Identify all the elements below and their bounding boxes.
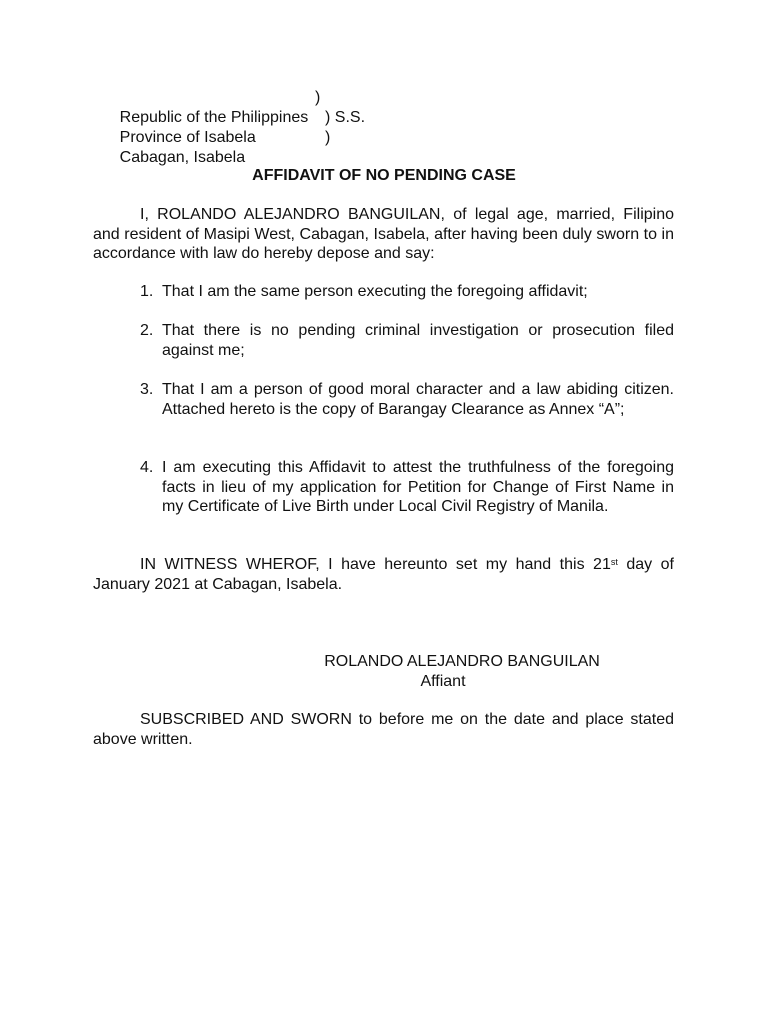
venue-line-municipality (93, 128, 331, 166)
venue-line-province (93, 108, 366, 146)
list-item (140, 458, 674, 517)
list-item-text: That I am the same person executing the foregoing affidavit; (162, 283, 588, 300)
list-item-number: 3. (140, 381, 154, 398)
jurat-paragraph: SUBSCRIBED AND SWORN to before me on the date and place stated above written. (93, 711, 674, 748)
venue-ss-mark: ) S.S. (325, 109, 366, 126)
venue-province: Province of Isabela (119, 129, 256, 146)
document-title: AFFIDAVIT OF NO PENDING CASE (252, 167, 516, 184)
witness-text-start: IN WITNESS WHEROF, I have hereunto set my hand this 21 (140, 556, 611, 573)
venue-municipality: Cabagan, Isabela (119, 149, 246, 166)
venue-block (93, 88, 366, 166)
list-item-text: I am executing this Affidavit to attest the truthfulness of the foregoing facts in lieu of my application for Petition for Change of First Name in my Certificate of Live Birth under Local Civil Registry of Manila. (162, 459, 674, 515)
affiant-label: Affiant (420, 673, 466, 690)
venue-bracket: ) (315, 89, 321, 106)
witness-paragraph (93, 555, 674, 594)
ordinal-suffix: st (610, 557, 618, 567)
list-item (140, 282, 674, 302)
venue-line-country (93, 88, 321, 126)
list-item-text: That there is no pending criminal investigation or prosecution filed against me; (162, 322, 674, 359)
witness-text-end: day of January 2021 at Cabagan, Isabela. (93, 556, 674, 593)
list-item (140, 380, 674, 419)
venue-bracket: ) (325, 129, 331, 146)
list-item-number: 1. (140, 283, 154, 300)
venue-country: Republic of the Philippines (119, 109, 309, 126)
list-item-text: That I am a person of good moral character and a law abiding citizen. Attached hereto is the copy of Barangay Clearance as Annex “A”; (162, 381, 674, 418)
affiant-name: ROLANDO ALEJANDRO BANGUILAN (324, 653, 600, 670)
list-item-number: 4. (140, 459, 154, 476)
intro-paragraph: I, ROLANDO ALEJANDRO BANGUILAN, of legal age, married, Filipino and resident of Masipi West, Cabagan, Isabela, after having been duly sworn to in accordance with law do hereby depose and say: (93, 206, 674, 262)
list-item-number: 2. (140, 322, 154, 339)
list-item (140, 321, 674, 360)
